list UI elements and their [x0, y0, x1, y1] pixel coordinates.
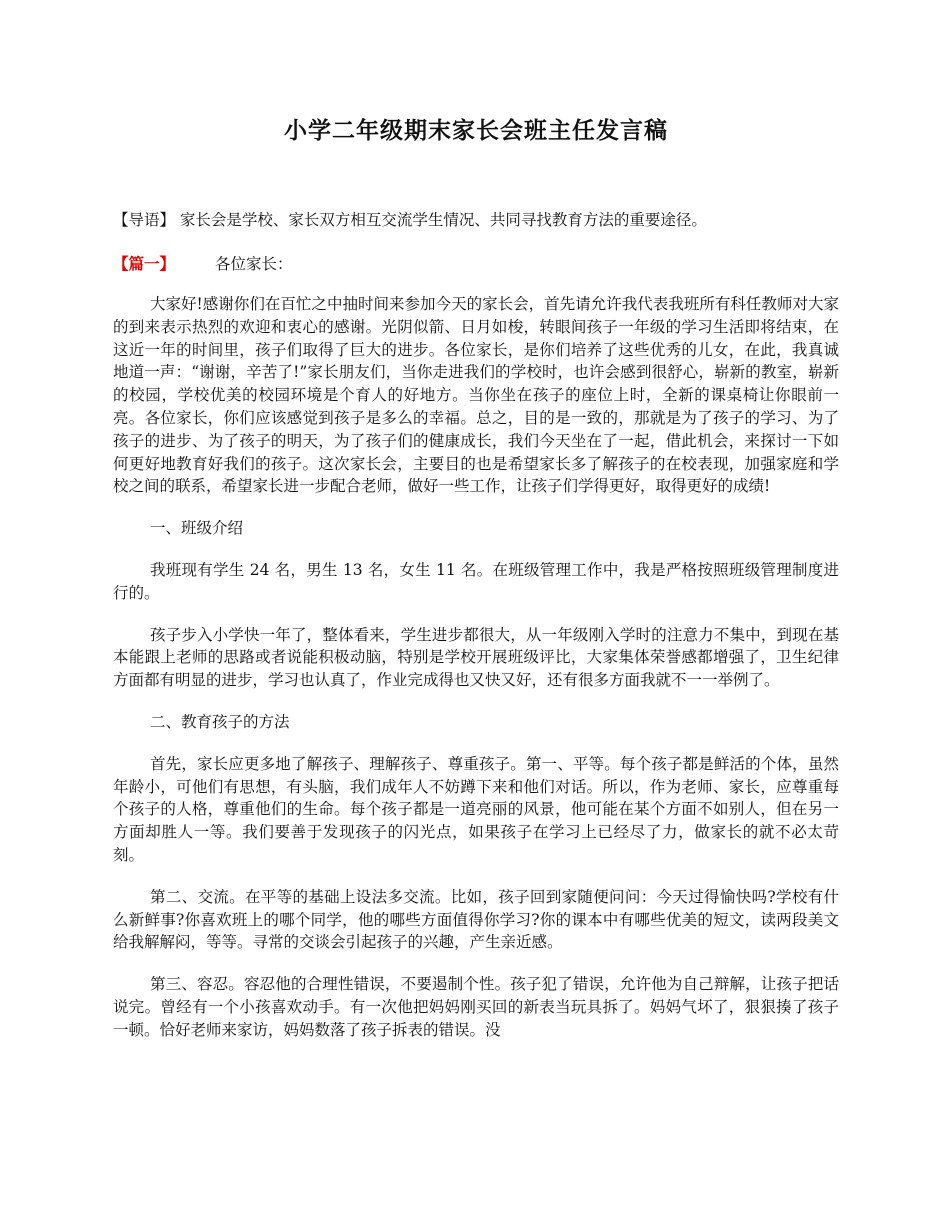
paragraph-tolerance: 第三、容忍。容忍他的合理性错误，不要遏制个性。孩子犯了错误，允许他为自己辩解，让孩子把话说完。曾经有一个小孩喜欢动手。有一次他把妈妈刚买回的新表当玩具拆了。妈妈气坏了，狠狠揍了孩子一顿。恰好老师来家访，妈妈数落了孩子拆表的错误。没 — [113, 975, 839, 1039]
greeting: 各位家长： — [215, 255, 293, 273]
paragraph-equality: 首先，家长应更多地了解孩子、理解孩子、尊重孩子。第一、平等。每个孩子都是鲜活的个体，虽然年龄小，可他们有思想，有头脑，我们成年人不妨蹲下来和他们对话。所以，作为老师、家长，应尊重每个孩子的人格，尊重他们的生命。每个孩子都是一道亮丽的风景，他可能在某个方面不如别人，但在另一方面却胜人一等。我们要善于发现孩子的闪光点，如果孩子在学习上已经尽了力，做家长的就不必太苛刻。 — [113, 754, 839, 864]
paragraph-opening: 大家好!感谢你们在百忙之中抽时间来参加今天的家长会，首先请允许我代表我班所有科任教师对大家的到来表示热烈的欢迎和衷心的感谢。光阴似箭、日月如梭，转眼间孩子一年级的学习生活即将结束，在这近一年的时间里，孩子们取得了巨大的进步。各位家长，是你们培养了这些优秀的儿女，在此，我真诚地道一声：“谢谢，辛苦了!”家长朋友们，当你走进我们的学校时，也许会感到很舒心，崭新的教室，崭新的校园，学校优美的校园环境是个育人的好地方。当你坐在孩子的座位上时，全新的课桌椅让你眼前一亮。各位家长，你们应该感觉到孩子是多么的幸福。总之，目的是一致的，那就是为了孩子的学习、为了孩子的进步、为了孩子的明天，为了孩子们的健康成长，我们今天坐在了一起，借此机会，来探讨一下如何更好地教育好我们的孩子。这次家长会，主要目的也是希望家长多了解孩子的在校表现，加强家庭和学校之间的联系，希望家长进一步配合老师，做好一些工作，让孩子们学得更好，取得更好的成绩! — [113, 295, 839, 496]
document-title: 小学二年级期末家长会班主任发言稿 — [284, 117, 668, 144]
paragraph-class-stats: 我班现有学生 24 名，男生 13 名，女生 11 名。在班级管理工作中，我是严格按照班级管理制度进行的。 — [113, 560, 839, 602]
paragraph-communication: 第二、交流。在平等的基础上设法多交流。比如，孩子回到家随便问问：今天过得愉快吗?学校有什么新鲜事?你喜欢班上的哪个同学，他的哪些方面值得你学习?你的课本中有哪些优美的短文，读两段美文给我解解闷，等等。寻常的交谈会引起孩子的兴趣，产生亲近感。 — [113, 887, 839, 952]
paragraph-progress: 孩子步入小学快一年了，整体看来，学生进步都很大，从一年级刚入学时的注意力不集中，到现在基本能跟上老师的思路或者说能积极动脑，特别是学校开展班级评比，大家集体荣誉感都增强了，卫生纪律方面都有明显的进步，学习也认真了，作业完成得也又快又好，还有很多方面我就不一一举例了。 — [113, 625, 839, 690]
document-body — [113, 293, 839, 1061]
heading-class-intro: 一、班级介绍 — [150, 519, 244, 538]
lead-paragraph: 【导语】 家长会是学校、家长双方相互交流学生情况、共同寻找教育方法的重要途径。 — [113, 211, 707, 229]
heading-methods: 二、教育孩子的方法 — [150, 712, 290, 731]
section-tag: 【篇一】 — [113, 254, 176, 273]
section-header — [113, 252, 839, 276]
